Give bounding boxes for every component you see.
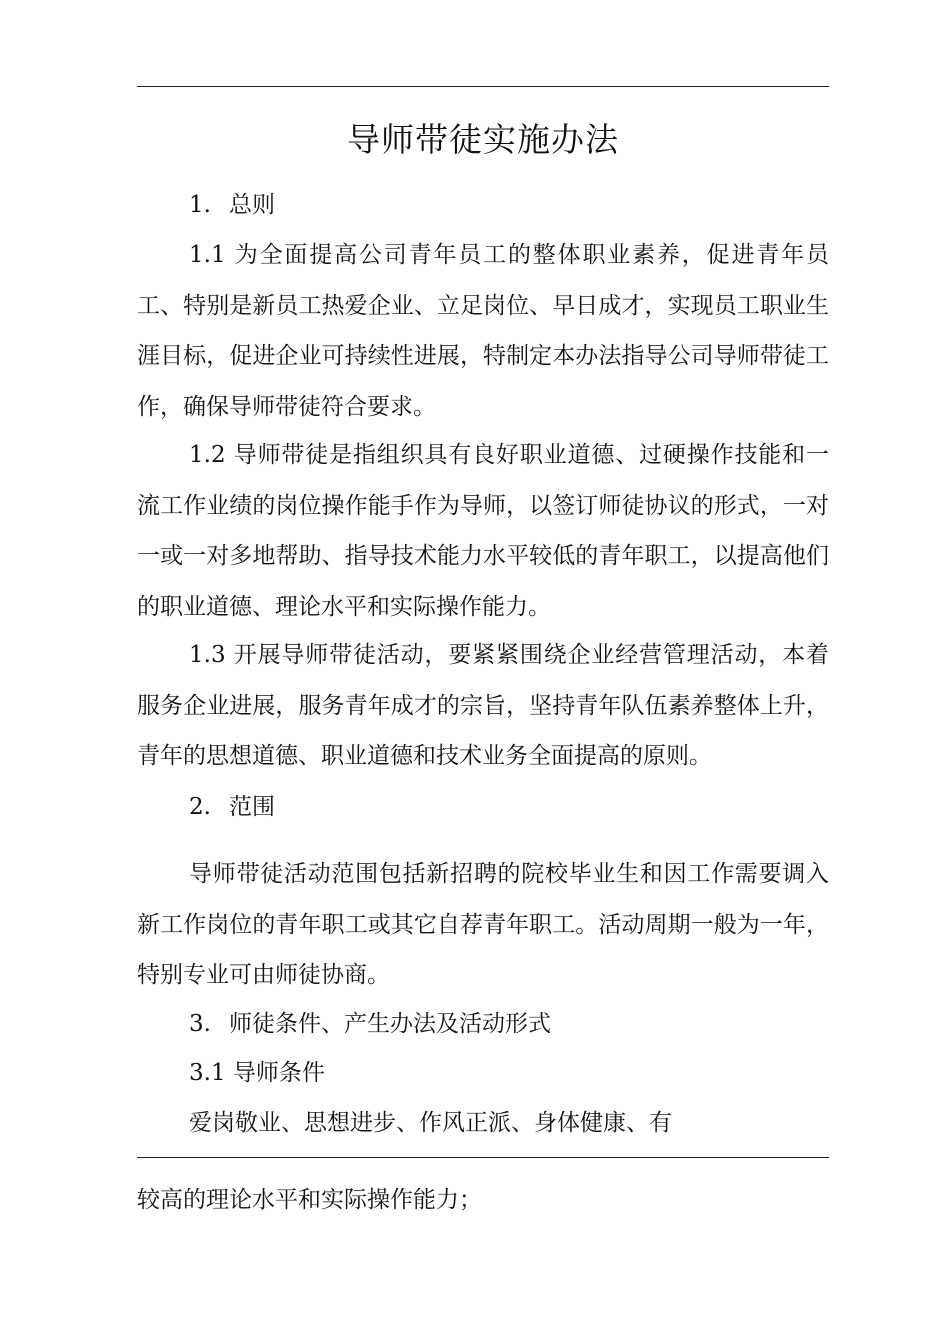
- section-title: 范围: [229, 794, 275, 820]
- paragraph-1-2: 1.2 导师带徒是指组织具有良好职业道德、过硬操作技能和一流工作业绩的岗位操作能手作为导师，以签订师徒协议的形式，一对一或一对多地帮助、指导技术能力水平较低的青年职工，以提高他们的职业道德、理论水平和实际操作能力。: [137, 442, 829, 620]
- document-title: 导师带徒实施办法: [347, 120, 619, 159]
- section-title: 师徒条件、产生办法及活动形式: [229, 1011, 551, 1037]
- subsection-title-3-1: 3.1 导师条件: [189, 1060, 325, 1086]
- header-rule: [137, 86, 829, 87]
- section-heading-3: [189, 1004, 551, 1044]
- paragraph-1-1: 1.1 为全面提高公司青年员工的整体职业素养，促进青年员工、特别是新员工热爱企业、立足岗位、早日成才，实现员工职业生涯目标，促进企业可持续性进展，特制定本办法指导公司导师带徒工作，确保导师带徒符合要求。: [137, 242, 829, 420]
- paragraph-2: 导师带徒活动范围包括新招聘的院校毕业生和因工作需要调入新工作岗位的青年职工或其它自荐青年职工。活动周期一般为一年，特别专业可由师徒协商。: [137, 861, 829, 988]
- footer-rule: [137, 1157, 829, 1158]
- continuation-text: 较高的理论水平和实际操作能力；: [137, 1187, 482, 1213]
- section-number: 3.: [189, 1011, 211, 1037]
- section-heading-1: [189, 185, 275, 225]
- section-number: 1.: [189, 192, 211, 218]
- section-heading-2: [189, 787, 275, 827]
- section-title: 总则: [229, 192, 275, 218]
- section-number: 2.: [189, 794, 211, 820]
- paragraph-1-3: 1.3 开展导师带徒活动，要紧紧围绕企业经营管理活动，本着服务企业进展，服务青年成才的宗旨，坚持青年队伍素养整体上升，青年的思想道德、职业道德和技术业务全面提高的原则。: [137, 642, 829, 769]
- paragraph-3-1-line: 爱岗敬业、思想进步、作风正派、身体健康、有: [189, 1110, 672, 1136]
